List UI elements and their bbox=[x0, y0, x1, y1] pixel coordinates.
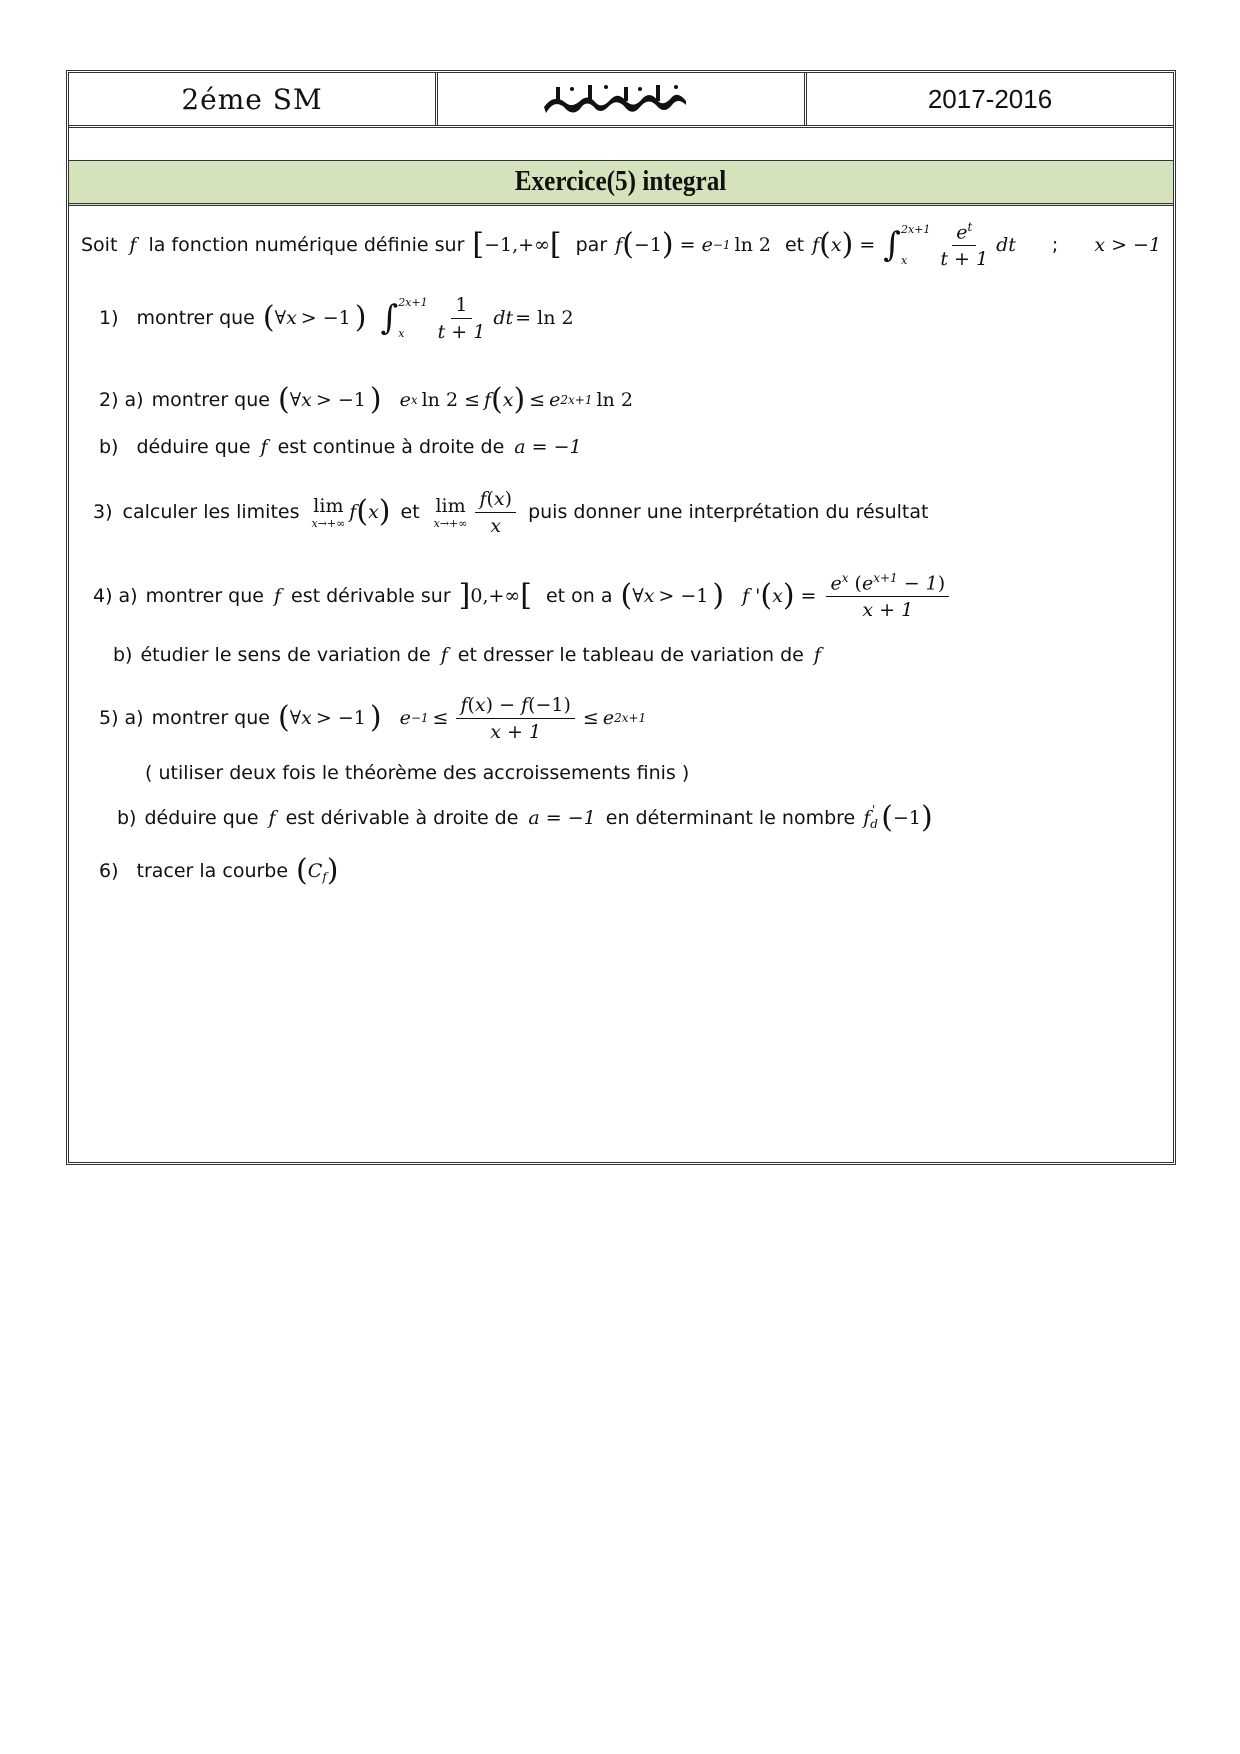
question-text: puis donner une interprétation du résultat bbox=[528, 501, 929, 523]
question-text: et dresser le tableau de variation de bbox=[457, 644, 804, 666]
question-number: 5) a) bbox=[99, 707, 144, 729]
question-text: déduire que bbox=[136, 436, 251, 458]
question-6: 6) tracer la courbe ( C $_f$ ) bbox=[99, 853, 339, 888]
point-value: a = −1 bbox=[528, 807, 596, 829]
question-number: b) bbox=[99, 436, 119, 458]
question-text: montrer que bbox=[151, 389, 270, 411]
title-bar bbox=[69, 161, 1173, 206]
year-label: 2017-2016 bbox=[927, 83, 1053, 114]
question-number: b) bbox=[117, 807, 137, 829]
question-1: 1) montrer que ( ∀ x > −1 ) ∫ 2x+1 x $\frac{1}{t + 1}$ dt = ln 2 bbox=[99, 293, 574, 343]
question-text: et on a bbox=[545, 585, 613, 607]
intro-line: Soit f la fonction numérique définie sur [ −1,+∞ [ par f ( −1 ) = e −1 ln 2 et f ( x ) = ∫ 2x+1 x $\frac{e^t}{t + 1}$ dt ; x > −1 bbox=[81, 219, 1162, 271]
empty-row bbox=[69, 125, 1173, 163]
question-text: est dérivable sur bbox=[291, 585, 451, 607]
question-4a: 4) a) montrer que f est dérivable sur ] 0,+∞ [ et on a ( ∀ x > −1 ) f ' ( x ) = $\frac{e^x (e^{x+1} - 1)}{x + 1}$ bbox=[93, 561, 953, 631]
level-cell bbox=[69, 73, 435, 125]
header-row bbox=[69, 73, 1173, 128]
question-text: est continue à droite de bbox=[277, 436, 505, 458]
intro-text: Soit bbox=[81, 234, 118, 256]
question-number: 2) a) bbox=[99, 389, 144, 411]
hint-text: ( utiliser deux fois le théorème des accroissements finis ) bbox=[145, 762, 690, 784]
point-value: a = −1 bbox=[514, 436, 582, 458]
question-3: 3) calculer les limites lim x→+∞ f ( x ) et lim x→+∞ $\frac{f(x)}{x}$ puis donner une interprétation du résultat bbox=[93, 487, 929, 537]
arabic-calligraphy-logo-icon bbox=[536, 81, 706, 117]
question-5a: 5) a) montrer que ( ∀ x > −1 ) e −1 ≤ $\frac{f(x) - f(-1)}{x + 1}$ ≤ e 2x+1 bbox=[99, 693, 647, 743]
exercise-frame bbox=[66, 70, 1176, 1165]
question-5b: b) déduire que f est dérivable à droite de a = −1 en déterminant le nombre f $_d$ ' ( −1 ) bbox=[117, 800, 933, 835]
question-number: b) bbox=[113, 644, 133, 666]
logo-cell bbox=[435, 73, 804, 125]
intro-text: et bbox=[784, 234, 805, 256]
question-number: 4) a) bbox=[93, 585, 138, 607]
question-number: 6) bbox=[99, 860, 119, 882]
exercise-title: Exercice(5) integral bbox=[515, 166, 727, 197]
question-number: 1) bbox=[99, 307, 119, 329]
question-text: et bbox=[400, 501, 420, 523]
question-text: étudier le sens de variation de bbox=[140, 644, 431, 666]
integral-result: = ln 2 bbox=[515, 307, 574, 329]
question-2b: b) déduire que f est continue à droite de a = −1 bbox=[99, 436, 582, 458]
question-text: tracer la courbe bbox=[136, 860, 289, 882]
question-text: montrer que bbox=[145, 585, 264, 607]
question-text: montrer que bbox=[151, 707, 270, 729]
exercise-content bbox=[69, 205, 1173, 1162]
question-2a: 2) a) montrer que ( ∀ x > −1 ) e x ln 2 ≤ f ( x ) ≤ e 2x+1 ln 2 bbox=[99, 382, 633, 417]
question-text: calculer les limites bbox=[122, 501, 300, 523]
intro-separator: ; bbox=[1051, 234, 1059, 256]
question-text: déduire que bbox=[144, 807, 259, 829]
question-text: est dérivable à droite de bbox=[285, 807, 519, 829]
question-text: en déterminant le nombre bbox=[605, 807, 856, 829]
hint-line bbox=[145, 757, 689, 789]
level-label: 2éme SM bbox=[181, 82, 323, 116]
question-text: montrer que bbox=[136, 307, 255, 329]
intro-condition: x > −1 bbox=[1094, 234, 1162, 256]
intro-text: la fonction numérique définie sur bbox=[148, 234, 465, 256]
intro-text: par bbox=[575, 234, 608, 256]
year-cell bbox=[804, 73, 1173, 125]
question-4b: b) étudier le sens de variation de f et dresser le tableau de variation de f bbox=[113, 644, 821, 666]
question-number: 3) bbox=[93, 501, 113, 523]
